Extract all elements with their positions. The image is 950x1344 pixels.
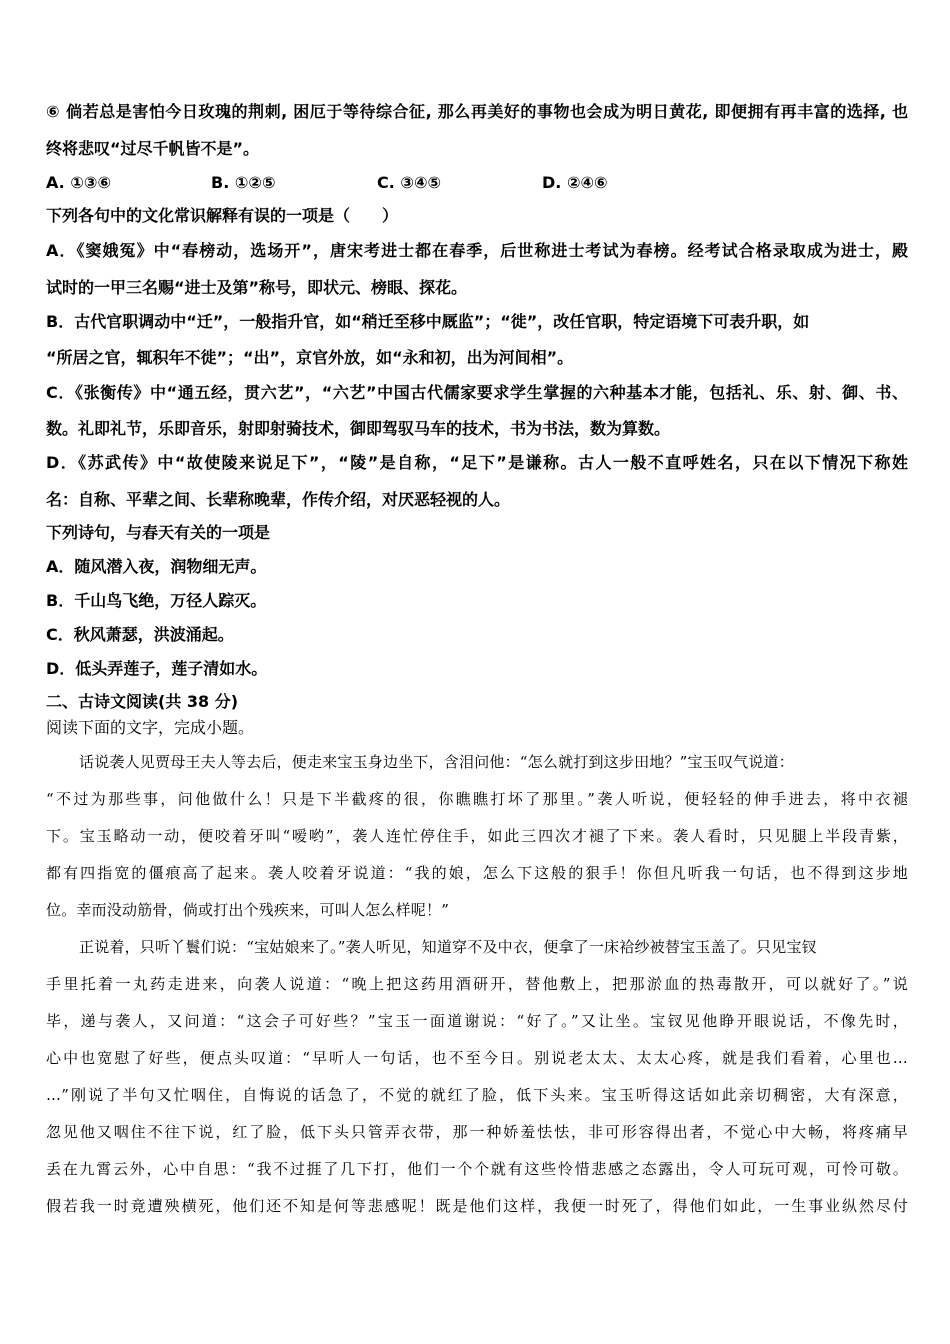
question-3-option-b[interactable]: B．千山鸟飞绝，万径人踪灭。	[46, 591, 267, 610]
passage-line-5: 位。幸而没动筋骨，倘或打出个残疾来，可叫人怎么样呢！”	[46, 901, 450, 919]
option-b[interactable]: B. ①②⑤	[211, 173, 276, 192]
statement-6-line-1: ⑥ 倘若总是害怕今日玫瑰的荆刺, 困厄于等待综合征, 那么再美好的事物也会成为明日黄花, 即便拥有再丰富的选择, 也	[46, 102, 908, 121]
passage-line-12: 丢在九霄云外，心中自思：“我不过捱了几下打，他们一个个就有这些怜惜悲感之态露出，令人可玩可观，可怜可敬。	[46, 1160, 908, 1178]
passage-line-1: 话说袭人见贾母王夫人等去后，便走来宝玉身边坐下，含泪问他：“怎么就打到这步田地？”宝玉叹气说道：	[79, 753, 794, 771]
question-2-option-b-line-2[interactable]: “所居之官，辄积年不徙”；“出”，京官外放，如“永和初，出为河间相”。	[46, 348, 574, 367]
question-3-stem: 下列诗句，与春天有关的一项是	[46, 523, 271, 542]
option-a[interactable]: A. ①③⑥	[46, 173, 111, 192]
passage-line-7: 手里托着一丸药走进来，向袭人说道：“晚上把这药用酒研开，替他敷上，把那淤血的热毒散开，可以就好了。”说	[46, 975, 908, 993]
passage-line-6: 正说着，只听丫鬟们说：“宝姑娘来了。”袭人听见，知道穿不及中衣，便拿了一床袷纱被替宝玉盖了。只见宝钗	[79, 938, 817, 956]
question-3-option-d[interactable]: D．低头弄莲子，莲子清如水。	[46, 659, 268, 678]
passage-line-13: 假若我一时竟遭殃横死，他们还不知是何等悲感呢！既是他们这样，我便一时死了，得他们如此，一生事业纵然尽付	[46, 1197, 908, 1215]
passage-line-11: 忽见他又咽住不往下说，红了脸，低下头只管弄衣带，那一种娇羞怯怯，非可形容得出者，不觉心中大畅，将疼痛早	[46, 1123, 908, 1141]
section-2-instruction: 阅读下面的文字，完成小题。	[46, 718, 255, 737]
question-2-option-b-line-1[interactable]: B．古代官职调动中“迁”，一般指升官，如“稍迁至移中厩监”；“徙”，改任官职，特定语境下可表升职，如	[46, 312, 810, 331]
passage-line-4: 都有四指宽的僵痕高了起来。袭人咬着牙说道：“我的娘，怎么下这般的狠手！你但凡听我一句话，也不得到这步地	[46, 864, 908, 882]
question-2-option-c-line-1[interactable]: C．《张衡传》中“通五经，贯六艺”，“六艺”中国古代儒家要求学生掌握的六种基本才能，包括礼、乐、射、御、书、	[46, 383, 908, 402]
question-3-option-c[interactable]: C．秋风萧瑟，洪波涌起。	[46, 625, 234, 644]
section-2-title: 二、古诗文阅读(共 38 分)	[46, 692, 239, 711]
passage-line-10: …”刚说了半句又忙咽住，自悔说的话急了，不觉的就红了脸，低下头来。宝玉听得这话如此亲切稠密，大有深意，	[46, 1086, 908, 1104]
statement-6-line-2: 终将悲叹“过尽千帆皆不是”。	[46, 139, 260, 158]
question-2-option-d-line-1[interactable]: D．《苏武传》中“故使陵来说足下”，“陵”是自称，“足下”是谦称。古人一般不直呼姓名，只在以下情况下称姓	[46, 453, 908, 472]
passage-line-3: 下。宝玉略动一动，便咬着牙叫“嗳哟”，袭人连忙停住手，如此三四次才褪了下来。袭人看时，只见腿上半段青紫，	[46, 827, 908, 845]
passage-line-2: “不过为那些事，问他做什么！只是下半截疼的很，你瞧瞧打坏了那里。”袭人听说，便轻轻的伸手进去，将中衣褪	[46, 790, 908, 808]
question-2-stem: 下列各句中的文化常识解释有误的一项是（ ）	[46, 206, 399, 225]
option-c[interactable]: C. ③④⑤	[377, 173, 442, 192]
question-3-option-a[interactable]: A．随风潜入夜，润物细无声。	[46, 557, 267, 576]
option-d[interactable]: D. ②④⑥	[542, 173, 608, 192]
question-2-option-c-line-2[interactable]: 数。礼即礼节，乐即音乐，射即射骑技术，御即驾驭马车的技术，书为书法，数为算数。	[46, 419, 671, 438]
question-2-option-a-line-2[interactable]: 试时的一甲三名赐“进士及第”称号，即状元、榜眼、探花。	[46, 278, 468, 297]
passage-line-9: 心中也宽慰了好些，便点头叹道：“早听人一句话，也不至今日。别说老太太、太太心疼，就是我们看着，心里也…	[46, 1049, 908, 1067]
question-2-option-d-line-2[interactable]: 名：自称、平辈之间、长辈称晚辈，作传介绍，对厌恶轻视的人。	[46, 490, 511, 509]
passage-line-8: 毕，递与袭人，又问道：“这会子可好些？”宝玉一面道谢说：“好了。”又让坐。宝钗见他睁开眼说话，不像先时，	[46, 1012, 908, 1030]
question-2-option-a-line-1[interactable]: A．《窦娥冤》中“春榜动，选场开”，唐宋考进士都在春季，后世称进士考试为春榜。经考试合格录取成为进士，殿	[46, 241, 908, 260]
